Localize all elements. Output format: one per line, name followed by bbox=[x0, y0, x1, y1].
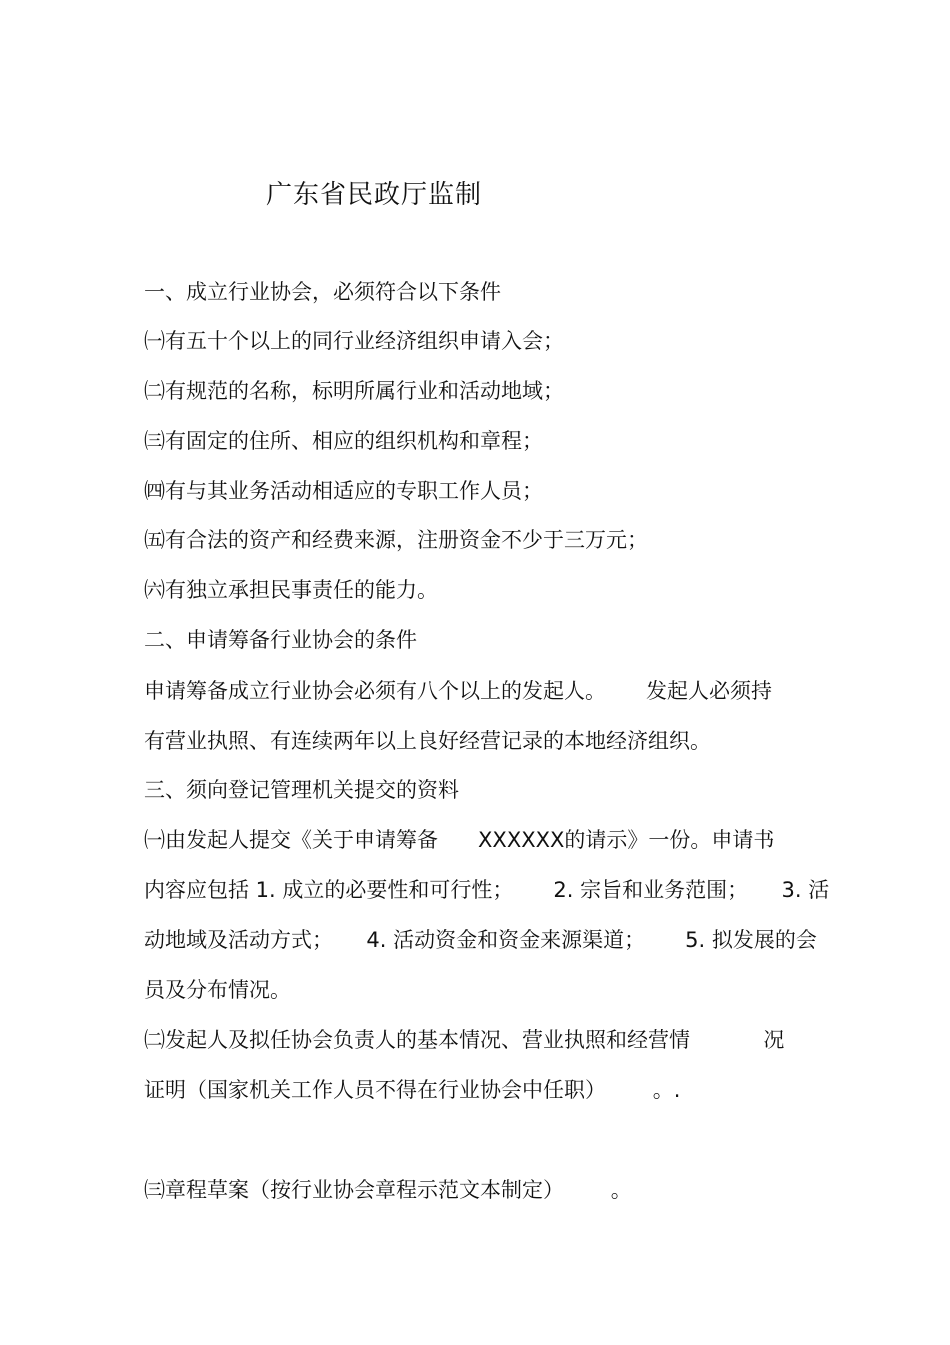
paragraph-line: 证明（国家机关工作人员不得在行业协会中任职） 。. bbox=[144, 1078, 681, 1102]
paragraph-line: 内容应包括 1. 成立的必要性和可行性； 2. 宗旨和业务范围； 3. 活 bbox=[144, 878, 830, 902]
condition-item-2: ㈡有规范的名称，标明所属行业和活动地域； bbox=[144, 379, 564, 403]
section-heading-1: 一、成立行业协会，必须符合以下条件 bbox=[144, 280, 501, 304]
section-heading-2: 二、申请筹备行业协会的条件 bbox=[144, 628, 417, 652]
paragraph-line: 动地域及活动方式； 4. 活动资金和资金来源渠道； 5. 拟发展的会 bbox=[144, 928, 817, 952]
section-heading-3: 三、须向登记管理机关提交的资料 bbox=[144, 778, 459, 802]
material-item-2: ㈡发起人及拟任协会负责人的基本情况、营业执照和经营情 况 bbox=[144, 1028, 785, 1052]
paragraph-line: 有营业执照、有连续两年以上良好经营记录的本地经济组织。 bbox=[144, 729, 711, 753]
condition-item-1: ㈠有五十个以上的同行业经济组织申请入会； bbox=[144, 329, 564, 353]
paragraph-line: 员及分布情况。 bbox=[144, 978, 291, 1002]
condition-item-3: ㈢有固定的住所、相应的组织机构和章程； bbox=[144, 429, 543, 453]
condition-item-5: ㈤有合法的资产和经费来源，注册资金不少于三万元； bbox=[144, 528, 648, 552]
material-item-1: ㈠由发起人提交《关于申请筹备 XXXXXX的请示》一份。申请书 bbox=[144, 828, 775, 852]
material-item-3: ㈢章程草案（按行业协会章程示范文本制定） 。 bbox=[144, 1178, 632, 1202]
condition-item-4: ㈣有与其业务活动相适应的专职工作人员； bbox=[144, 479, 543, 503]
page-title: 广东省民政厅监制 bbox=[266, 180, 483, 210]
paragraph-line: 申请筹备成立行业协会必须有八个以上的发起人。 发起人必须持 bbox=[144, 679, 773, 703]
condition-item-6: ㈥有独立承担民事责任的能力。 bbox=[144, 578, 438, 602]
